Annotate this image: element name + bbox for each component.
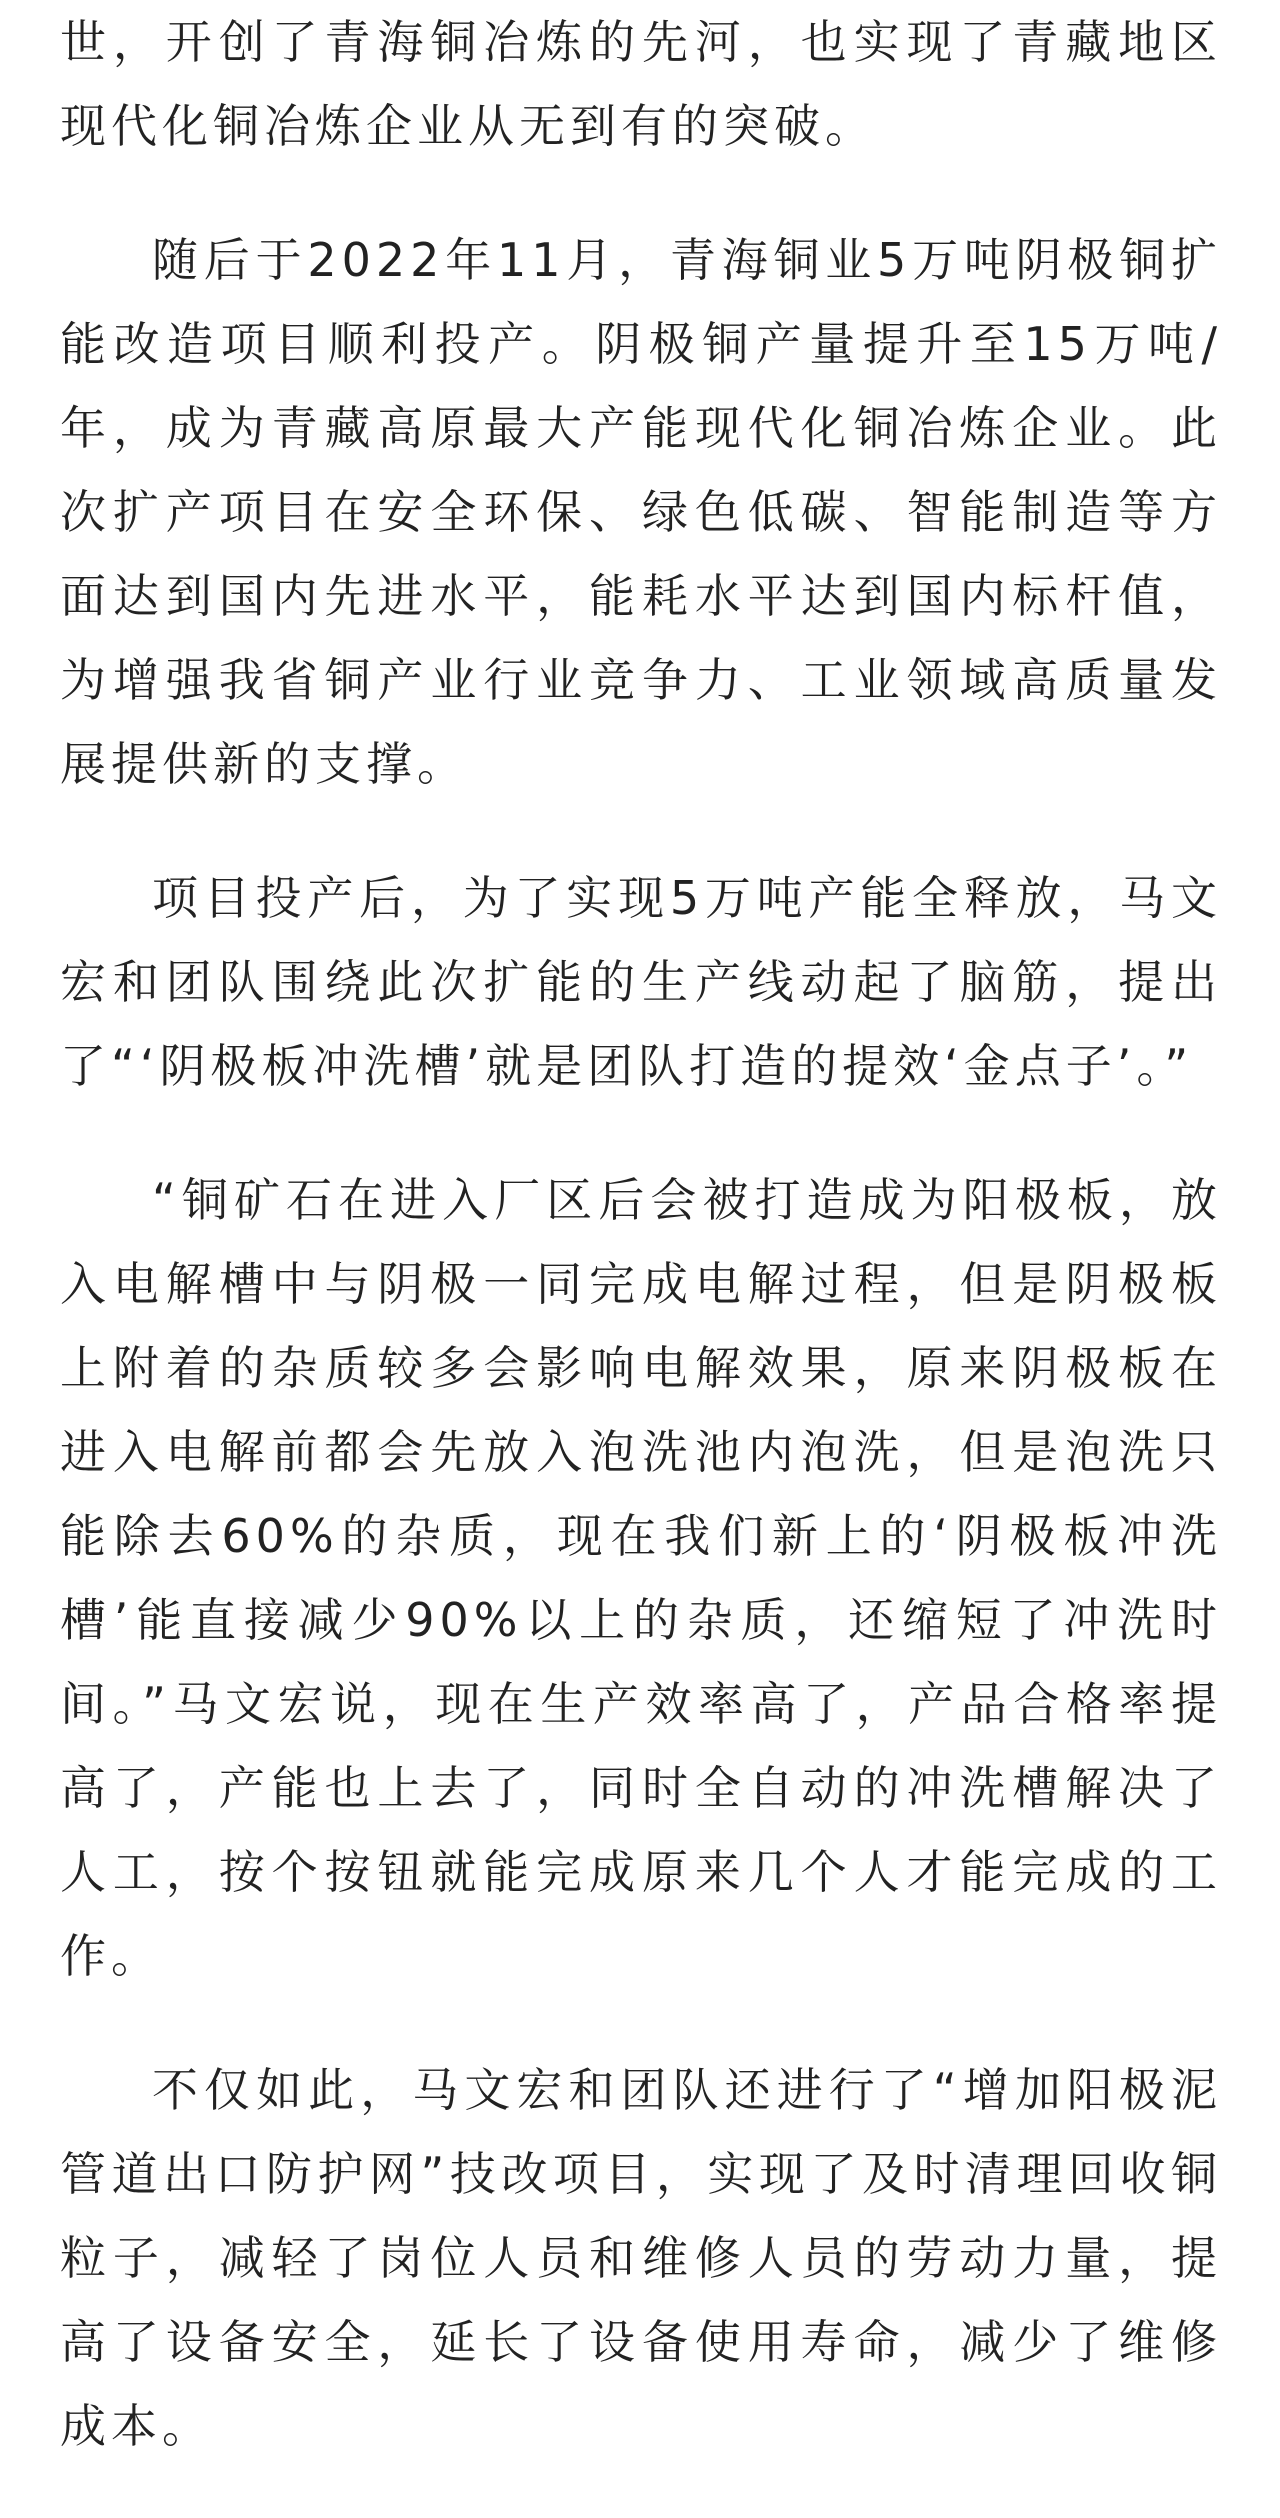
paragraph-quote-washing-tank: “铜矿石在进入厂区后会被打造成为阳极板，放入电解槽中与阴极一同完成电解过程，但是阴极板上附着的杂质较多会影响电解效果，原来阴极板在进入电解前都会先放入泡洗池内泡洗，但是泡洗只能除去60%的杂质，现在我们新上的‘阴极板冲洗槽’能直接减少90%以上的杂质，还缩短了冲洗时间。”马文宏说，现在生产效率高了，产品合格率提高了，产能也上去了，同时全自动的冲洗槽解决了人工，按个按钮就能完成原来几个人才能完成的工作。 [60,1173,1222,1983]
paragraph-intro-continuation: 世，开创了青海铜冶炼的先河，也实现了青藏地区现代化铜冶炼企业从无到有的突破。 [60,15,1222,153]
paragraph-protection-net: 不仅如此，马文宏和团队还进行了“增加阳极泥管道出口防护网”技改项目，实现了及时清理回收铜粒子，减轻了岗位人员和维修人员的劳动力量，提高了设备安全，延长了设备使用寿命，减少了维修成本。 [60,2063,1222,2453]
paragraph-team-idea: 项目投产后，为了实现5万吨产能全释放，马文宏和团队围绕此次扩能的生产线动起了脑筋，提出了“‘阴极板冲洗槽’就是团队打造的提效‘金点子’。” [60,871,1222,1093]
article-body [60,0,1222,2518]
paragraph-expansion-project: 随后于2022年11月，青海铜业5万吨阴极铜扩能改造项目顺利投产。阴极铜产量提升至15万吨/年，成为青藏高原最大产能现代化铜冶炼企业。此次扩产项目在安全环保、绿色低碳、智能制造等方面达到国内先进水平，能耗水平达到国内标杆值，为增强我省铜产业行业竞争力、工业领域高质量发展提供新的支撑。 [60,233,1222,791]
